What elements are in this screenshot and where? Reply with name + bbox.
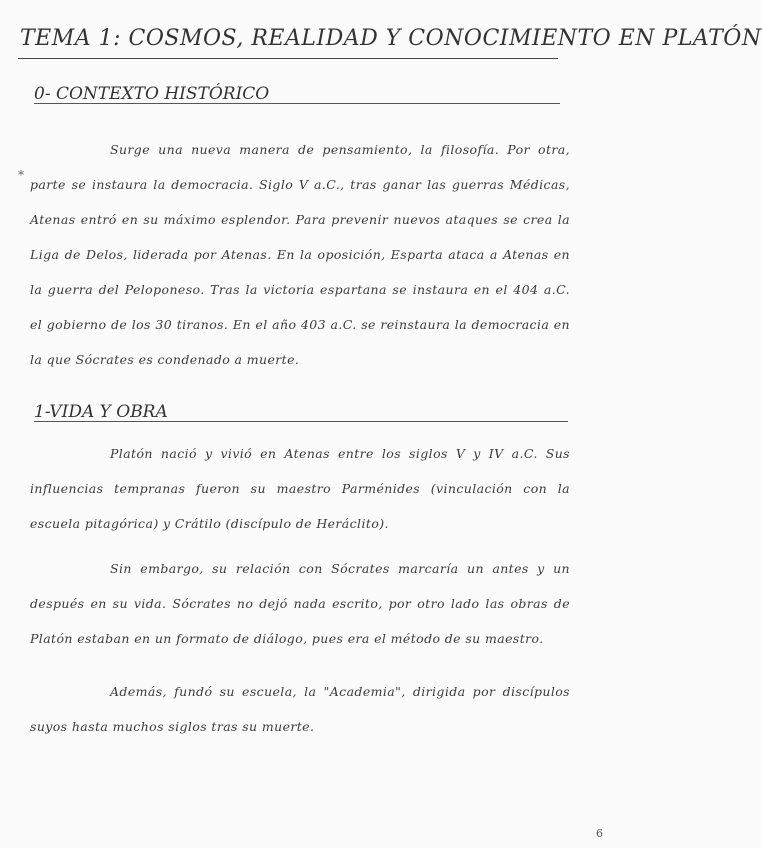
paragraph-vida-3 (30, 674, 570, 744)
paragraph-text: Además, fundó su escuela, la "Academia", dirigida por discípulos suyos hasta muchos siglos tras su muerte. (30, 684, 570, 734)
paragraph-contexto (30, 132, 570, 377)
section-underline-vida-obra (34, 421, 568, 422)
section-heading-vida-obra: 1-VIDA Y OBRA (34, 402, 168, 422)
paragraph-text: Surge una nueva manera de pensamiento, la filosofía. Por otra, parte se instaura la democracia. Siglo V a.C., tras ganar las guerras Médicas, Atenas entró en su máximo esplendor. Para prevenir nuevos ataques se crea la Liga de Delos, liderada por Atenas. En la oposición, Esparta ataca a Atenas en la guerra del Peloponeso. Tras la victoria espartana se instaura en el 404 a.C. el gobierno de los 30 tiranos. En el año 403 a.C. se reinstaura la democracia en la que Sócrates es condenado a muerte. (30, 142, 570, 367)
page-title: TEMA 1: COSMOS, REALIDAD Y CONOCIMIENTO EN PLATÓN (20, 26, 762, 51)
margin-asterisk: * (18, 168, 24, 182)
section-underline-contexto (34, 103, 560, 104)
page-number: 6 (596, 827, 603, 840)
paragraph-text: Sin embargo, su relación con Sócrates marcaría un antes y un después en su vida. Sócrates no dejó nada escrito, por otro lado las obras de Platón estaban en un formato de diálogo, pues era el método de su maestro. (30, 561, 570, 646)
paragraph-text: Platón nació y vivió en Atenas entre los siglos V y IV a.C. Sus influencias tempranas fueron su maestro Parménides (vinculación con la escuela pitagórica) y Crátilo (discípulo de Heráclito). (30, 446, 570, 531)
paragraph-vida-1 (30, 436, 570, 541)
paragraph-vida-2 (30, 551, 570, 656)
section-heading-contexto: 0- CONTEXTO HISTÓRICO (34, 84, 270, 104)
title-underline (18, 58, 558, 59)
